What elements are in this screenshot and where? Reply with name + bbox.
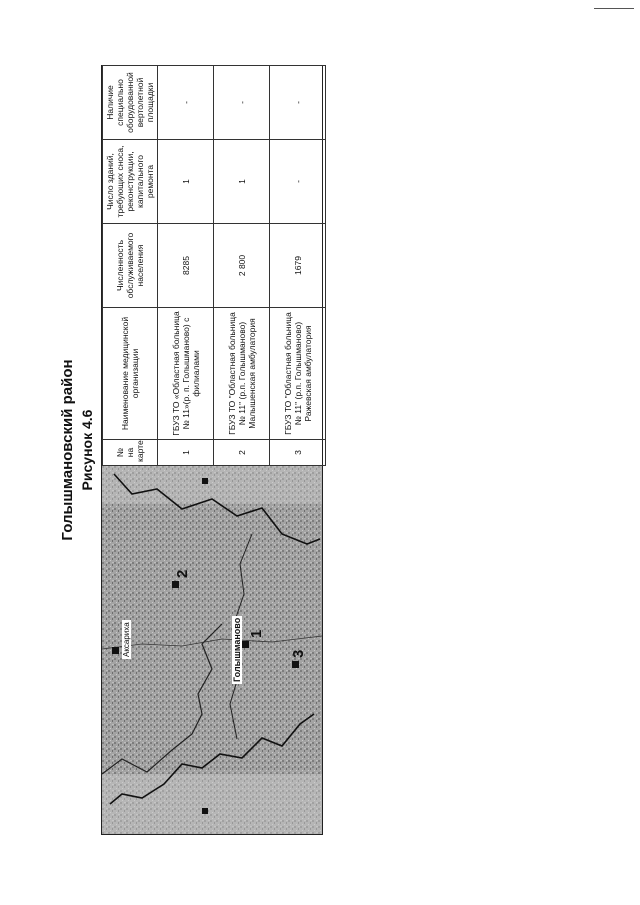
map-graphic — [102, 466, 322, 834]
cell-number: 3 — [270, 440, 326, 466]
map-marker-3: 3 — [290, 649, 307, 658]
map-label-village: Аксариха — [122, 622, 131, 657]
facility-table-wrapper — [102, 66, 322, 466]
marker-icon-2 — [172, 581, 179, 588]
cell-organization: ГБУЗ ТО "Областная больница № 11" (р.п. Голышманово) Малышенская амбулатория — [214, 308, 270, 440]
outside-area-left — [102, 774, 322, 834]
table-row — [270, 66, 326, 466]
map-marker-1: 1 — [248, 629, 265, 638]
map-label-town: Голышманово — [232, 617, 242, 682]
figure-frame — [101, 65, 323, 835]
marker-icon-3 — [292, 661, 299, 668]
marker-icon-village — [112, 647, 119, 654]
marker-icon-east — [202, 478, 208, 484]
header-organization: Наименование медицинской организации — [103, 308, 158, 440]
header-population: Численность обслуживаемого населения — [103, 224, 158, 308]
rotated-page — [55, 65, 325, 835]
header-buildings: Число зданий, требующих сноса, реконструкции, капитального ремонта — [103, 140, 158, 224]
table-row — [214, 66, 270, 466]
facility-table — [102, 65, 326, 466]
district-map — [102, 465, 322, 834]
cell-organization: ГБУЗ ТО «Областная больница № 11»(р. п. Голышманово) с филиалами — [158, 308, 214, 440]
header-map-number: № на карте — [103, 440, 158, 466]
cell-buildings: - — [270, 140, 326, 224]
cell-population: 1679 — [270, 224, 326, 308]
page-title: Голышмановский район — [59, 359, 76, 541]
cell-helipad: - — [158, 66, 214, 140]
scan-edge-mark — [594, 8, 634, 9]
table-row — [158, 66, 214, 466]
cell-helipad: - — [214, 66, 270, 140]
marker-icon-1 — [242, 641, 249, 648]
header-helipad: Наличие специально оборудованной вертолетной площадки — [103, 66, 158, 140]
map-marker-2: 2 — [174, 569, 191, 578]
cell-buildings: 1 — [214, 140, 270, 224]
cell-buildings: 1 — [158, 140, 214, 224]
cell-number: 1 — [158, 440, 214, 466]
page-header — [55, 65, 101, 835]
cell-number: 2 — [214, 440, 270, 466]
cell-population: 8285 — [158, 224, 214, 308]
figure-caption: Рисунок 4.6 — [79, 409, 95, 491]
cell-population: 2 800 — [214, 224, 270, 308]
marker-icon-west — [202, 808, 208, 814]
cell-helipad: - — [270, 66, 326, 140]
cell-organization: ГБУЗ ТО "Областная больница № 11" (р.п. Голышманово) Ражевская амбулатория — [270, 308, 326, 440]
table-header-row — [103, 66, 158, 466]
